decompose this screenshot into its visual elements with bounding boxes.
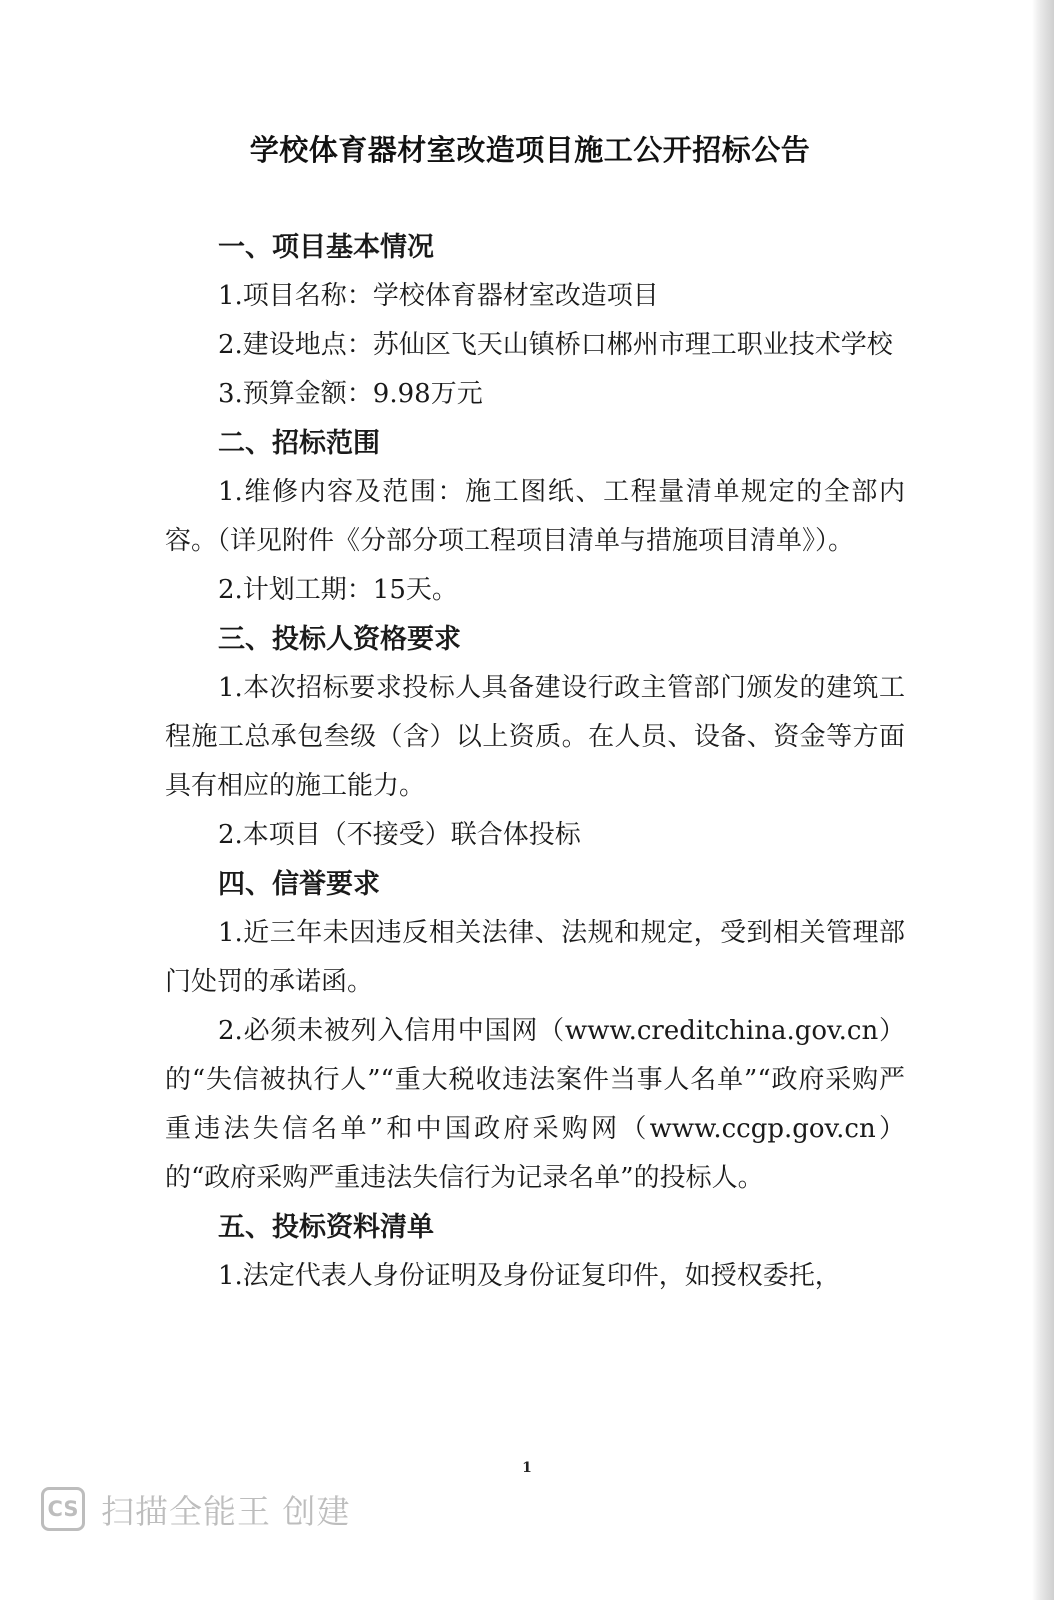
- paragraph: 3.预算金额：9.98万元: [218, 379, 483, 409]
- paragraph: 2.建设地点：苏仙区飞天山镇桥口郴州市理工职业技术学校: [218, 330, 893, 360]
- document-body: [165, 223, 905, 1301]
- section-heading: 四、信誉要求: [218, 869, 380, 900]
- scanner-watermark: [41, 1486, 351, 1532]
- paragraph: 2.本项目（不接受）联合体投标: [218, 820, 581, 850]
- section-heading: 五、投标资料清单: [218, 1212, 434, 1243]
- section-heading: 三、投标人资格要求: [218, 624, 461, 655]
- document-title: 学校体育器材室改造项目施工公开招标公告: [249, 133, 811, 167]
- watermark-text: 扫描全能王 创建: [101, 1491, 351, 1531]
- paragraph: 1.法定代表人身份证明及身份证复印件，如授权委托，: [218, 1261, 841, 1291]
- section-heading: 一、项目基本情况: [218, 232, 434, 263]
- page-number: 1: [522, 1460, 532, 1476]
- paragraph: 1.近三年未因违反相关法律、法规和规定，受到相关管理部门处罚的承诺函。: [165, 918, 905, 997]
- paragraph: 1.项目名称：学校体育器材室改造项目: [218, 281, 659, 311]
- section-heading: 二、招标范围: [218, 428, 380, 459]
- paragraph: 1.本次招标要求投标人具备建设行政主管部门颁发的建筑工程施工总承包叁级（含）以上资质。在人员、设备、资金等方面具有相应的施工能力。: [165, 673, 905, 801]
- paragraph: 1.维修内容及范围：施工图纸、工程量清单规定的全部内容。（详见附件《分部分项工程项目清单与措施项目清单》）。: [165, 477, 905, 556]
- scan-shadow-edge: [1032, 0, 1054, 1600]
- paragraph: 2.必须未被列入信用中国网（www.creditchina.gov.cn）的“失信被执行人”“重大税收违法案件当事人名单”“政府采购严重违法失信名单”和中国政府采购网（www.ccgp.gov.cn）的“政府采购严重违法失信行为记录名单”的投标人。: [165, 1016, 905, 1193]
- camscanner-logo-icon: CS: [41, 1487, 85, 1531]
- paragraph: 2.计划工期：15天。: [218, 575, 458, 605]
